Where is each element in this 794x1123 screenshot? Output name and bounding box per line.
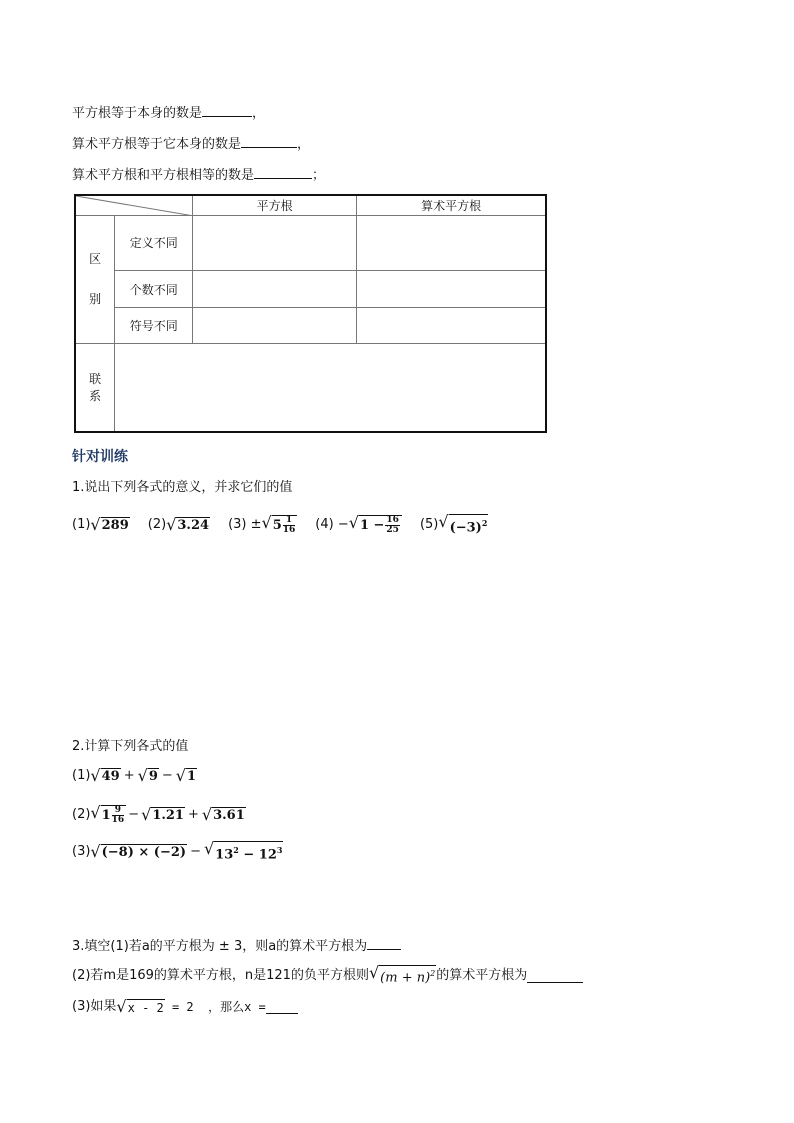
q2-line-1 [72, 767, 197, 785]
q2-line-2-index: (2) [72, 807, 91, 822]
sqrt-expression [137, 765, 159, 785]
radicand [359, 515, 402, 535]
radicand: 3.24 [177, 517, 210, 533]
radicand: (−8) × (−2) [101, 844, 187, 860]
table-cell[interactable] [357, 308, 546, 343]
denominator: 16 [282, 525, 296, 535]
sqrt-expression [438, 511, 488, 536]
q1-item-2-index: (2) [147, 517, 167, 532]
q1-item-1-index: (1) [72, 517, 91, 532]
answer-blank[interactable] [254, 165, 312, 179]
sqrt-expression [262, 515, 298, 535]
fraction [112, 806, 125, 825]
radical-icon: √ [90, 514, 101, 534]
radical-icon: √ [116, 996, 127, 1016]
fill-line-2 [72, 134, 310, 154]
table-cell[interactable] [357, 271, 546, 308]
radicand: 3.61 [213, 807, 245, 823]
whole-part: 1 [101, 808, 111, 823]
diagonal-line [76, 196, 194, 216]
radical-icon: √ [175, 765, 186, 785]
group-label-char: 区 [89, 252, 102, 267]
sqrt-expression [116, 996, 164, 1016]
exponent: 3 [276, 845, 283, 855]
q3-line-2 [72, 965, 583, 986]
operator: + [187, 807, 199, 822]
exponent: 2 [233, 845, 239, 855]
radicand [101, 805, 127, 825]
q3-line-3 [72, 998, 298, 1016]
radical-icon: √ [201, 804, 213, 824]
q3-line-3-mid: = 2 ，那么x = [164, 1000, 266, 1014]
section-title: 针对训练 [72, 449, 128, 465]
radical-icon: √ [166, 514, 177, 534]
link-label-char: 系 [89, 389, 102, 404]
q3-line-1 [72, 936, 401, 956]
radicand: x - 2 [127, 1000, 164, 1015]
table-corner-diagonal [75, 195, 193, 215]
link-cell[interactable] [115, 343, 546, 432]
radical-icon: √ [137, 765, 148, 785]
q2-prompt: 2.计算下列各式的值 [72, 739, 189, 754]
answer-blank[interactable] [266, 1000, 298, 1014]
radicand [449, 514, 489, 536]
answer-blank[interactable] [527, 969, 583, 983]
whole-part: 5 [272, 518, 282, 533]
link-label [75, 343, 115, 432]
answer-blank[interactable] [202, 103, 252, 117]
col-header-square-root: 平方根 [193, 195, 357, 215]
q1-item-5-index: (5) [419, 517, 439, 532]
sqrt-expression [90, 805, 126, 825]
radical-icon: √ [368, 963, 380, 982]
exponent: 2 [430, 969, 436, 978]
table-cell[interactable] [193, 271, 357, 308]
sqrt-expression [90, 841, 187, 861]
row-label-sign: 符号不同 [115, 308, 193, 343]
radicand [214, 841, 283, 863]
radicand: 49 [101, 768, 120, 784]
comparison-table [74, 194, 547, 433]
radicand [379, 965, 436, 986]
numerator: 16 [386, 515, 399, 525]
radical-icon: √ [90, 765, 101, 785]
radicand [272, 515, 298, 535]
radical-icon: √ [438, 511, 449, 531]
sqrt-expression [201, 804, 246, 824]
q2-line-1-index: (1) [72, 768, 91, 783]
sqrt-expression [349, 515, 402, 535]
exponent: 2 [481, 517, 488, 528]
sqrt-expression [141, 804, 185, 824]
sqrt-expression [166, 514, 210, 534]
radical-icon: √ [90, 841, 101, 861]
punctuation: ， [297, 137, 311, 152]
q3-line-1-text: 3.填空(1)若a的平方根为 ± 3，则a的算术平方根为 [72, 939, 368, 954]
fill-line-3-text: 算术平方根和平方根相等的数是 [72, 168, 255, 183]
denominator: 25 [386, 525, 399, 535]
sqrt-expression [175, 765, 197, 785]
table-cell[interactable] [193, 215, 357, 270]
radical-icon: √ [90, 803, 101, 822]
fraction [385, 516, 400, 535]
fill-line-1-text: 平方根等于本身的数是 [72, 106, 203, 121]
q3-line-2-text: (2)若m是169的算术平方根，n是121的负平方根则 [72, 967, 369, 983]
fill-line-3 [72, 165, 325, 185]
radicand-part: (m + n) [380, 970, 431, 986]
punctuation: ； [312, 168, 326, 183]
radical-icon: √ [141, 804, 152, 824]
radicand-part: (−3) [449, 520, 482, 536]
operator: − [128, 807, 140, 822]
answer-blank[interactable] [367, 936, 401, 950]
radicand-part: 1 − [359, 518, 385, 533]
q1-item-3-index: (3) ± [228, 517, 262, 532]
fill-line-1 [72, 103, 265, 123]
fraction [283, 516, 296, 535]
numerator: 9 [112, 806, 125, 816]
radicand-part: 13 [215, 847, 234, 863]
group-label-difference [75, 215, 115, 343]
radical-icon: √ [348, 513, 359, 532]
q2-line-3-index: (3) [72, 844, 91, 860]
operator: − [190, 844, 201, 860]
row-label-definition: 定义不同 [115, 215, 193, 270]
sqrt-expression [90, 765, 120, 785]
sqrt-expression [90, 514, 129, 534]
q2-line-2 [72, 800, 246, 830]
table-cell[interactable] [193, 308, 357, 343]
group-label-char: 别 [89, 292, 102, 307]
punctuation: ， [252, 106, 266, 121]
row-label-count: 个数不同 [115, 271, 193, 308]
radicand: 1 [186, 768, 197, 784]
radicand: 289 [101, 517, 129, 533]
q3-line-3-text: (3)如果 [72, 999, 117, 1014]
denominator: 16 [111, 815, 125, 825]
link-label-char: 联 [89, 372, 102, 387]
sqrt-expression [204, 841, 284, 863]
radical-icon: √ [203, 839, 215, 858]
radicand-part: − 12 [238, 847, 277, 863]
q1-items [72, 510, 488, 540]
radicand: 1.21 [152, 807, 184, 823]
operator: + [123, 768, 135, 783]
q2-line-3 [72, 841, 283, 863]
col-header-arithmetic-root: 算术平方根 [357, 195, 546, 215]
q1-item-4-index: (4) − [315, 517, 349, 532]
answer-blank[interactable] [241, 134, 297, 148]
table-cell[interactable] [357, 215, 546, 270]
sqrt-expression [369, 965, 436, 986]
q1-prompt: 1.说出下列各式的意义，并求它们的值 [72, 480, 293, 495]
radicand: 9 [148, 768, 158, 784]
numerator: 1 [283, 516, 296, 526]
q3-line-2-tail: 的算术平方根为 [436, 967, 528, 983]
fill-line-2-text: 算术平方根等于它本身的数是 [72, 137, 242, 152]
radical-icon: √ [261, 513, 272, 532]
operator: − [161, 768, 173, 783]
